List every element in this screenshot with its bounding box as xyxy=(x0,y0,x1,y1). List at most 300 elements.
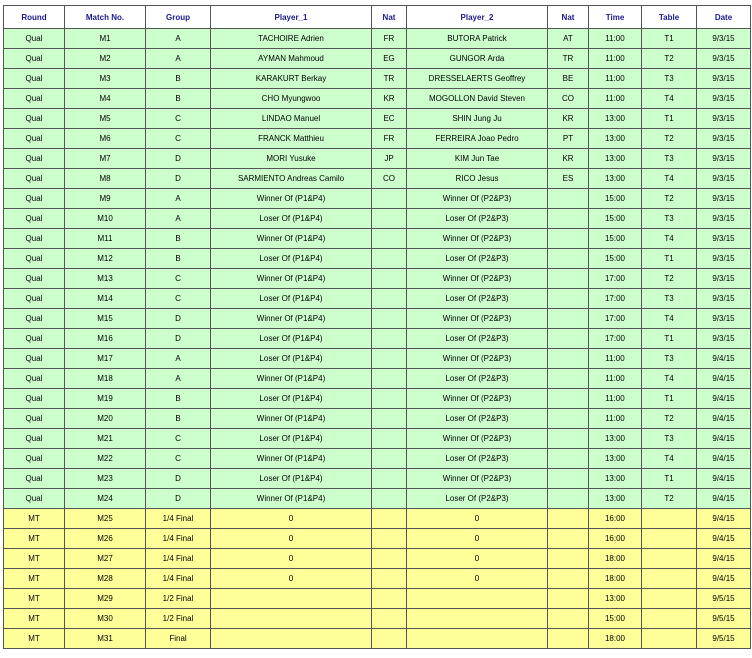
time-cell: 15:00 xyxy=(589,189,642,209)
match-no-cell: M21 xyxy=(65,429,146,449)
match-no-cell: M9 xyxy=(65,189,146,209)
table-row xyxy=(4,329,751,349)
table-cell xyxy=(642,569,697,589)
time-cell: 16:00 xyxy=(589,529,642,549)
table-row xyxy=(4,469,751,489)
time-cell: 11:00 xyxy=(589,29,642,49)
player-2-cell: Winner Of (P2&P3) xyxy=(407,189,548,209)
match-no-cell: M11 xyxy=(65,229,146,249)
nat-1-cell xyxy=(372,629,407,649)
round-cell: Qual xyxy=(4,169,65,189)
match-no-cell: M10 xyxy=(65,209,146,229)
nat-1-cell xyxy=(372,249,407,269)
nat-2-cell xyxy=(548,609,589,629)
match-no-cell: M1 xyxy=(65,29,146,49)
time-cell: 15:00 xyxy=(589,249,642,269)
table-row xyxy=(4,349,751,369)
table-cell: T1 xyxy=(642,329,697,349)
date-cell: 9/3/15 xyxy=(697,289,751,309)
nat-2-cell: AT xyxy=(548,29,589,49)
round-cell: Qual xyxy=(4,389,65,409)
date-cell: 9/4/15 xyxy=(697,489,751,509)
table-row xyxy=(4,69,751,89)
date-cell: 9/4/15 xyxy=(697,529,751,549)
nat-2-cell xyxy=(548,529,589,549)
date-cell: 9/5/15 xyxy=(697,589,751,609)
table-cell: T2 xyxy=(642,129,697,149)
nat-2-cell xyxy=(548,389,589,409)
table-cell: T3 xyxy=(642,349,697,369)
table-cell: T4 xyxy=(642,449,697,469)
date-cell: 9/4/15 xyxy=(697,469,751,489)
group-cell: B xyxy=(146,389,211,409)
match-no-cell: M3 xyxy=(65,69,146,89)
round-cell: Qual xyxy=(4,329,65,349)
nat-1-cell xyxy=(372,589,407,609)
date-cell: 9/5/15 xyxy=(697,629,751,649)
player-2-cell: BUTORA Patrick xyxy=(407,29,548,49)
player-1-cell: 0 xyxy=(211,509,372,529)
table-cell: T3 xyxy=(642,289,697,309)
table-cell: T2 xyxy=(642,489,697,509)
nat-1-cell xyxy=(372,329,407,349)
group-cell: A xyxy=(146,29,211,49)
player-1-cell: 0 xyxy=(211,549,372,569)
round-cell: Qual xyxy=(4,429,65,449)
player-1-cell: KARAKURT Berkay xyxy=(211,69,372,89)
table-row xyxy=(4,229,751,249)
group-cell: C xyxy=(146,129,211,149)
round-cell: Qual xyxy=(4,189,65,209)
time-cell: 11:00 xyxy=(589,409,642,429)
header-match-no: Match No. xyxy=(65,6,146,29)
player-1-cell: Loser Of (P1&P4) xyxy=(211,349,372,369)
table-row xyxy=(4,629,751,649)
date-cell: 9/4/15 xyxy=(697,449,751,469)
table-row xyxy=(4,189,751,209)
time-cell: 11:00 xyxy=(589,49,642,69)
match-no-cell: M14 xyxy=(65,289,146,309)
group-cell: 1/2 Final xyxy=(146,589,211,609)
nat-1-cell xyxy=(372,289,407,309)
time-cell: 13:00 xyxy=(589,109,642,129)
match-no-cell: M5 xyxy=(65,109,146,129)
date-cell: 9/4/15 xyxy=(697,369,751,389)
group-cell: B xyxy=(146,89,211,109)
round-cell: MT xyxy=(4,609,65,629)
table-row xyxy=(4,389,751,409)
player-1-cell: Winner Of (P1&P4) xyxy=(211,489,372,509)
time-cell: 15:00 xyxy=(589,609,642,629)
table-cell: T2 xyxy=(642,189,697,209)
date-cell: 9/3/15 xyxy=(697,169,751,189)
table-cell: T2 xyxy=(642,49,697,69)
nat-2-cell xyxy=(548,489,589,509)
nat-1-cell xyxy=(372,349,407,369)
match-no-cell: M18 xyxy=(65,369,146,389)
round-cell: Qual xyxy=(4,409,65,429)
round-cell: Qual xyxy=(4,229,65,249)
table-row xyxy=(4,129,751,149)
nat-2-cell xyxy=(548,309,589,329)
match-no-cell: M12 xyxy=(65,249,146,269)
match-schedule-table xyxy=(3,5,751,649)
match-no-cell: M24 xyxy=(65,489,146,509)
date-cell: 9/3/15 xyxy=(697,89,751,109)
round-cell: Qual xyxy=(4,89,65,109)
nat-2-cell xyxy=(548,349,589,369)
time-cell: 11:00 xyxy=(589,349,642,369)
table-row xyxy=(4,489,751,509)
player-1-cell: Winner Of (P1&P4) xyxy=(211,229,372,249)
table-row xyxy=(4,249,751,269)
group-cell: B xyxy=(146,69,211,89)
header-date: Date xyxy=(697,6,751,29)
date-cell: 9/3/15 xyxy=(697,189,751,209)
player-2-cell: Loser Of (P2&P3) xyxy=(407,329,548,349)
nat-1-cell: FR xyxy=(372,129,407,149)
table-cell xyxy=(642,529,697,549)
match-no-cell: M6 xyxy=(65,129,146,149)
player-2-cell: Winner Of (P2&P3) xyxy=(407,389,548,409)
player-2-cell: 0 xyxy=(407,509,548,529)
group-cell: B xyxy=(146,249,211,269)
player-1-cell xyxy=(211,589,372,609)
table-cell: T1 xyxy=(642,389,697,409)
round-cell: Qual xyxy=(4,469,65,489)
match-no-cell: M17 xyxy=(65,349,146,369)
round-cell: Qual xyxy=(4,209,65,229)
player-1-cell: Loser Of (P1&P4) xyxy=(211,249,372,269)
player-2-cell: Winner Of (P2&P3) xyxy=(407,229,548,249)
table-row xyxy=(4,589,751,609)
round-cell: Qual xyxy=(4,29,65,49)
time-cell: 13:00 xyxy=(589,469,642,489)
nat-2-cell: ES xyxy=(548,169,589,189)
player-2-cell xyxy=(407,629,548,649)
nat-1-cell: EC xyxy=(372,109,407,129)
player-1-cell: Loser Of (P1&P4) xyxy=(211,469,372,489)
player-1-cell: Loser Of (P1&P4) xyxy=(211,389,372,409)
table-cell: T4 xyxy=(642,309,697,329)
player-2-cell: Winner Of (P2&P3) xyxy=(407,269,548,289)
round-cell: Qual xyxy=(4,49,65,69)
nat-2-cell xyxy=(548,209,589,229)
player-1-cell: Winner Of (P1&P4) xyxy=(211,269,372,289)
date-cell: 9/3/15 xyxy=(697,209,751,229)
round-cell: Qual xyxy=(4,149,65,169)
nat-2-cell xyxy=(548,269,589,289)
player-2-cell: Winner Of (P2&P3) xyxy=(407,429,548,449)
time-cell: 13:00 xyxy=(589,589,642,609)
time-cell: 16:00 xyxy=(589,509,642,529)
group-cell: C xyxy=(146,289,211,309)
match-no-cell: M30 xyxy=(65,609,146,629)
player-1-cell: Winner Of (P1&P4) xyxy=(211,309,372,329)
time-cell: 17:00 xyxy=(589,329,642,349)
nat-2-cell: BE xyxy=(548,69,589,89)
nat-1-cell xyxy=(372,429,407,449)
date-cell: 9/4/15 xyxy=(697,569,751,589)
group-cell: 1/4 Final xyxy=(146,549,211,569)
group-cell: D xyxy=(146,149,211,169)
date-cell: 9/4/15 xyxy=(697,409,751,429)
player-2-cell: RICO Jesus xyxy=(407,169,548,189)
nat-1-cell: FR xyxy=(372,29,407,49)
round-cell: Qual xyxy=(4,309,65,329)
match-no-cell: M29 xyxy=(65,589,146,609)
nat-1-cell xyxy=(372,189,407,209)
nat-1-cell xyxy=(372,549,407,569)
group-cell: D xyxy=(146,169,211,189)
player-1-cell: Loser Of (P1&P4) xyxy=(211,429,372,449)
player-2-cell: 0 xyxy=(407,549,548,569)
match-no-cell: M27 xyxy=(65,549,146,569)
match-no-cell: M22 xyxy=(65,449,146,469)
date-cell: 9/3/15 xyxy=(697,129,751,149)
nat-1-cell xyxy=(372,269,407,289)
nat-2-cell xyxy=(548,429,589,449)
round-cell: MT xyxy=(4,549,65,569)
table-body xyxy=(4,29,751,649)
table-row xyxy=(4,409,751,429)
player-2-cell: Loser Of (P2&P3) xyxy=(407,369,548,389)
header-table: Table xyxy=(642,6,697,29)
time-cell: 17:00 xyxy=(589,309,642,329)
date-cell: 9/3/15 xyxy=(697,69,751,89)
match-no-cell: M19 xyxy=(65,389,146,409)
table-cell: T3 xyxy=(642,69,697,89)
group-cell: A xyxy=(146,209,211,229)
table-row xyxy=(4,509,751,529)
player-1-cell: CHO Myungwoo xyxy=(211,89,372,109)
nat-1-cell xyxy=(372,529,407,549)
table-cell xyxy=(642,629,697,649)
player-1-cell: 0 xyxy=(211,529,372,549)
table-row xyxy=(4,29,751,49)
player-1-cell xyxy=(211,629,372,649)
nat-2-cell: TR xyxy=(548,49,589,69)
round-cell: Qual xyxy=(4,129,65,149)
group-cell: B xyxy=(146,409,211,429)
player-1-cell: TACHOIRE Adrien xyxy=(211,29,372,49)
group-cell: A xyxy=(146,189,211,209)
group-cell: 1/4 Final xyxy=(146,509,211,529)
table-cell: T2 xyxy=(642,409,697,429)
match-no-cell: M13 xyxy=(65,269,146,289)
nat-2-cell xyxy=(548,469,589,489)
table-row xyxy=(4,369,751,389)
player-1-cell: Loser Of (P1&P4) xyxy=(211,209,372,229)
table-cell: T3 xyxy=(642,149,697,169)
time-cell: 13:00 xyxy=(589,169,642,189)
date-cell: 9/3/15 xyxy=(697,229,751,249)
player-1-cell xyxy=(211,609,372,629)
table-cell: T4 xyxy=(642,169,697,189)
table-row xyxy=(4,449,751,469)
nat-1-cell xyxy=(372,569,407,589)
match-no-cell: M8 xyxy=(65,169,146,189)
header-nat-1: Nat xyxy=(372,6,407,29)
round-cell: Qual xyxy=(4,449,65,469)
header-player-2: Player_2 xyxy=(407,6,548,29)
round-cell: Qual xyxy=(4,289,65,309)
time-cell: 13:00 xyxy=(589,129,642,149)
nat-2-cell: KR xyxy=(548,109,589,129)
player-1-cell: Winner Of (P1&P4) xyxy=(211,189,372,209)
table-row xyxy=(4,269,751,289)
time-cell: 13:00 xyxy=(589,449,642,469)
group-cell: B xyxy=(146,229,211,249)
round-cell: Qual xyxy=(4,69,65,89)
table-cell: T3 xyxy=(642,209,697,229)
nat-2-cell xyxy=(548,629,589,649)
group-cell: Final xyxy=(146,629,211,649)
player-2-cell: MOGOLLON David Steven xyxy=(407,89,548,109)
table-cell xyxy=(642,609,697,629)
time-cell: 13:00 xyxy=(589,149,642,169)
nat-2-cell xyxy=(548,409,589,429)
date-cell: 9/4/15 xyxy=(697,509,751,529)
nat-1-cell xyxy=(372,509,407,529)
date-cell: 9/4/15 xyxy=(697,389,751,409)
group-cell: C xyxy=(146,269,211,289)
player-2-cell: SHIN Jung Ju xyxy=(407,109,548,129)
nat-2-cell xyxy=(548,449,589,469)
match-no-cell: M23 xyxy=(65,469,146,489)
header-time: Time xyxy=(589,6,642,29)
table-cell: T4 xyxy=(642,89,697,109)
header-player-1: Player_1 xyxy=(211,6,372,29)
time-cell: 15:00 xyxy=(589,209,642,229)
player-1-cell: Loser Of (P1&P4) xyxy=(211,329,372,349)
table-cell: T4 xyxy=(642,369,697,389)
nat-2-cell: KR xyxy=(548,149,589,169)
date-cell: 9/3/15 xyxy=(697,329,751,349)
date-cell: 9/3/15 xyxy=(697,309,751,329)
player-2-cell: Loser Of (P2&P3) xyxy=(407,209,548,229)
table-cell xyxy=(642,549,697,569)
nat-2-cell: CO xyxy=(548,89,589,109)
nat-1-cell: EG xyxy=(372,49,407,69)
date-cell: 9/5/15 xyxy=(697,609,751,629)
group-cell: 1/4 Final xyxy=(146,569,211,589)
date-cell: 9/4/15 xyxy=(697,349,751,369)
table-cell: T3 xyxy=(642,429,697,449)
player-1-cell: Winner Of (P1&P4) xyxy=(211,409,372,429)
round-cell: Qual xyxy=(4,109,65,129)
time-cell: 13:00 xyxy=(589,489,642,509)
header-row xyxy=(4,6,751,29)
player-1-cell: 0 xyxy=(211,569,372,589)
nat-1-cell xyxy=(372,449,407,469)
time-cell: 11:00 xyxy=(589,369,642,389)
nat-2-cell xyxy=(548,229,589,249)
player-2-cell xyxy=(407,609,548,629)
time-cell: 13:00 xyxy=(589,429,642,449)
date-cell: 9/3/15 xyxy=(697,269,751,289)
nat-1-cell xyxy=(372,609,407,629)
nat-2-cell xyxy=(548,509,589,529)
player-1-cell: LINDAO Manuel xyxy=(211,109,372,129)
round-cell: MT xyxy=(4,629,65,649)
table-row xyxy=(4,109,751,129)
player-2-cell: Loser Of (P2&P3) xyxy=(407,409,548,429)
round-cell: Qual xyxy=(4,349,65,369)
nat-1-cell xyxy=(372,469,407,489)
table-cell: T4 xyxy=(642,229,697,249)
time-cell: 11:00 xyxy=(589,89,642,109)
time-cell: 11:00 xyxy=(589,69,642,89)
nat-1-cell xyxy=(372,209,407,229)
time-cell: 11:00 xyxy=(589,389,642,409)
nat-2-cell xyxy=(548,189,589,209)
nat-2-cell xyxy=(548,569,589,589)
nat-1-cell xyxy=(372,369,407,389)
table-cell: T1 xyxy=(642,29,697,49)
nat-2-cell xyxy=(548,549,589,569)
round-cell: MT xyxy=(4,529,65,549)
match-no-cell: M28 xyxy=(65,569,146,589)
table-row xyxy=(4,569,751,589)
match-no-cell: M25 xyxy=(65,509,146,529)
player-2-cell: Winner Of (P2&P3) xyxy=(407,349,548,369)
group-cell: D xyxy=(146,329,211,349)
table-row xyxy=(4,89,751,109)
date-cell: 9/4/15 xyxy=(697,549,751,569)
player-1-cell: AYMAN Mahmoud xyxy=(211,49,372,69)
player-2-cell: Loser Of (P2&P3) xyxy=(407,289,548,309)
round-cell: Qual xyxy=(4,489,65,509)
nat-2-cell xyxy=(548,249,589,269)
table-row xyxy=(4,209,751,229)
player-2-cell: Winner Of (P2&P3) xyxy=(407,469,548,489)
round-cell: Qual xyxy=(4,249,65,269)
group-cell: C xyxy=(146,449,211,469)
nat-2-cell: PT xyxy=(548,129,589,149)
nat-2-cell xyxy=(548,289,589,309)
table-row xyxy=(4,169,751,189)
table-cell: T2 xyxy=(642,269,697,289)
match-no-cell: M4 xyxy=(65,89,146,109)
match-no-cell: M20 xyxy=(65,409,146,429)
nat-1-cell xyxy=(372,229,407,249)
match-no-cell: M7 xyxy=(65,149,146,169)
date-cell: 9/3/15 xyxy=(697,29,751,49)
table-row xyxy=(4,289,751,309)
date-cell: 9/3/15 xyxy=(697,149,751,169)
match-no-cell: M16 xyxy=(65,329,146,349)
time-cell: 17:00 xyxy=(589,289,642,309)
match-no-cell: M15 xyxy=(65,309,146,329)
group-cell: 1/4 Final xyxy=(146,529,211,549)
player-1-cell: FRANCK Matthieu xyxy=(211,129,372,149)
nat-2-cell xyxy=(548,329,589,349)
player-2-cell: GUNGOR Arda xyxy=(407,49,548,69)
match-no-cell: M26 xyxy=(65,529,146,549)
group-cell: C xyxy=(146,109,211,129)
player-1-cell: SARMIENTO Andreas Camilo xyxy=(211,169,372,189)
player-2-cell: KIM Jun Tae xyxy=(407,149,548,169)
match-no-cell: M31 xyxy=(65,629,146,649)
date-cell: 9/3/15 xyxy=(697,109,751,129)
header-nat-2: Nat xyxy=(548,6,589,29)
table-row xyxy=(4,609,751,629)
date-cell: 9/3/15 xyxy=(697,249,751,269)
player-2-cell: 0 xyxy=(407,569,548,589)
player-2-cell: Loser Of (P2&P3) xyxy=(407,489,548,509)
nat-2-cell xyxy=(548,589,589,609)
